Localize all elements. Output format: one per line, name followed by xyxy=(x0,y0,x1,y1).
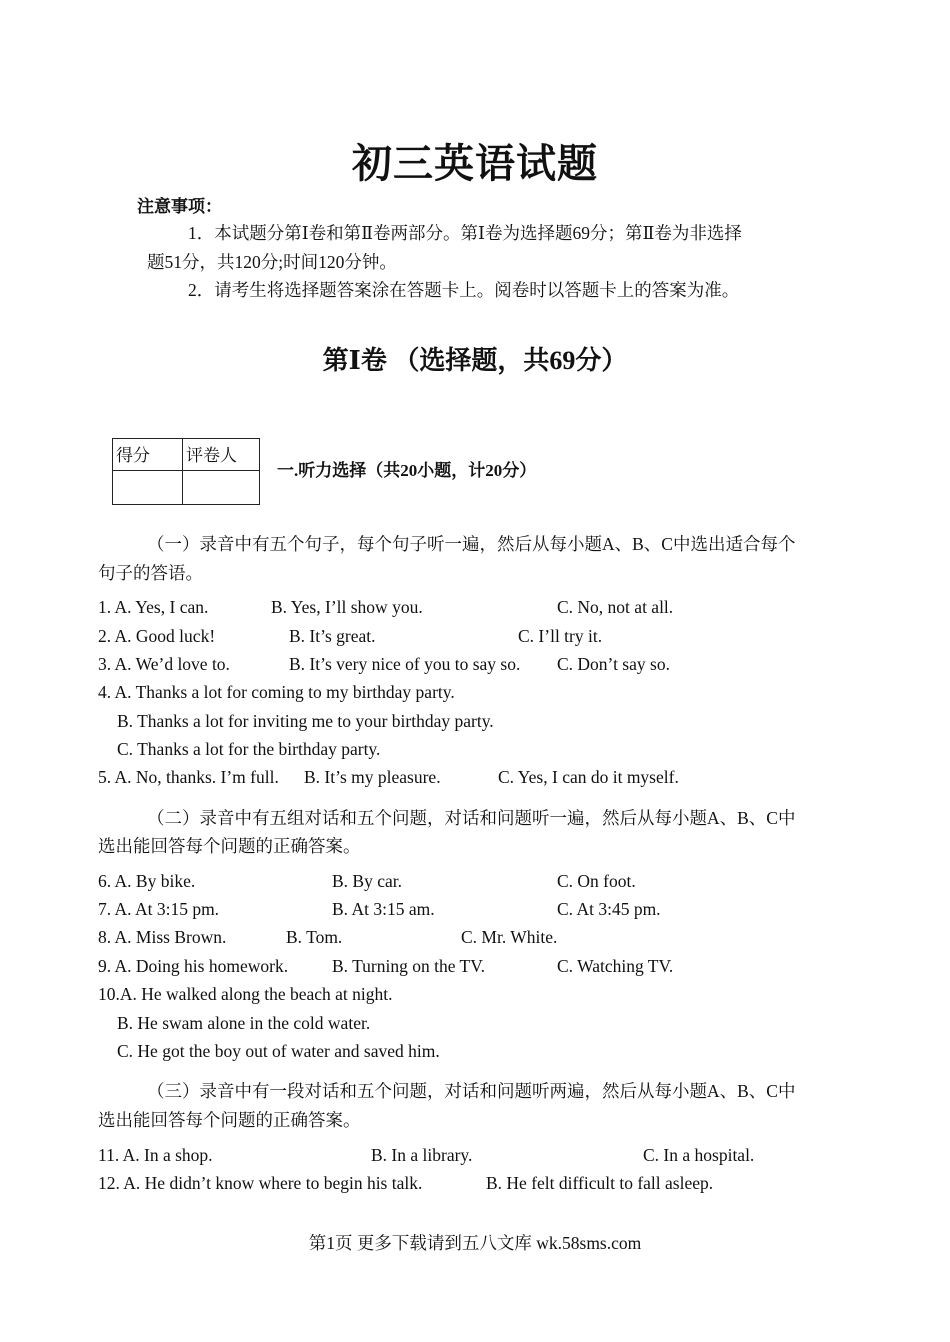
q5-option-a: 5. A. No, thanks. I’m full. xyxy=(98,767,279,787)
page-footer: 第1页 更多下载请到五八文库 wk.58sms.com xyxy=(308,1233,642,1253)
q7-option-a: 7. A. At 3:15 pm. xyxy=(98,899,220,919)
q8-option-b: B. Tom. xyxy=(286,927,343,947)
page-title: 初三英语试题 xyxy=(352,141,598,186)
q11-option-c: C. In a hospital. xyxy=(643,1145,755,1165)
score-header: 得分 xyxy=(113,439,183,471)
section-1-title: 第Ⅰ卷 （选择题，共69分） xyxy=(322,346,628,375)
instruction-3-line-2: 选出能回答每个问题的正确答案。 xyxy=(98,1110,361,1130)
q8-option-c: C. Mr. White. xyxy=(461,927,558,947)
notice-item-1-line-2: 题51分，共120分;时间120分钟。 xyxy=(147,252,397,272)
q4-option-c: C. Thanks a lot for the birthday party. xyxy=(117,739,381,759)
q7-option-b: B. At 3:15 am. xyxy=(332,899,435,919)
q11-option-b: B. In a library. xyxy=(371,1145,473,1165)
q6-option-c: C. On foot. xyxy=(557,871,636,891)
part-1-title: 一.听力选择（共20小题，计20分） xyxy=(277,461,537,480)
q7-option-c: C. At 3:45 pm. xyxy=(557,899,661,919)
instruction-2-line-1: （二）录音中有五组对话和五个问题，对话和问题听一遍，然后从每小题A、B、C中 xyxy=(147,808,796,828)
q3-option-b: B. It’s very nice of you to say so. xyxy=(289,654,521,674)
q8-option-a: 8. A. Miss Brown. xyxy=(98,927,227,947)
q2-option-c: C. I’ll try it. xyxy=(518,626,603,646)
q12-option-a: 12. A. He didn’t know where to begin his talk. xyxy=(98,1173,423,1193)
q5-option-c: C. Yes, I can do it myself. xyxy=(498,767,679,787)
notice-item-2: 2．请考生将选择题答案涂在答题卡上。阅卷时以答题卡上的答案为准。 xyxy=(188,280,740,300)
q12-option-b: B. He felt difficult to fall asleep. xyxy=(486,1173,714,1193)
score-cell xyxy=(113,471,183,505)
notice-item-1-line-1: 1．本试题分第Ⅰ卷和第Ⅱ卷两部分。第Ⅰ卷为选择题69分；第Ⅱ卷为非选择 xyxy=(188,223,742,243)
q2-option-b: B. It’s great. xyxy=(289,626,376,646)
q4-option-b: B. Thanks a lot for inviting me to your birthday party. xyxy=(117,711,494,731)
instruction-3-line-1: （三）录音中有一段对话和五个问题，对话和问题听两遍，然后从每小题A、B、C中 xyxy=(147,1081,796,1101)
q10-option-c: C. He got the boy out of water and saved him. xyxy=(117,1041,440,1061)
q10-option-b: B. He swam alone in the cold water. xyxy=(117,1013,371,1033)
q1-option-c: C. No, not at all. xyxy=(557,597,674,617)
score-table xyxy=(112,438,260,505)
q9-option-a: 9. A. Doing his homework. xyxy=(98,956,289,976)
q3-option-c: C. Don’t say so. xyxy=(557,654,670,674)
q6-option-a: 6. A. By bike. xyxy=(98,871,196,891)
q11-option-a: 11. A. In a shop. xyxy=(98,1145,213,1165)
grader-cell xyxy=(183,471,260,505)
q9-option-b: B. Turning on the TV. xyxy=(332,956,486,976)
q5-option-b: B. It’s my pleasure. xyxy=(304,767,441,787)
notice-heading: 注意事项： xyxy=(137,197,222,216)
q2-option-a: 2. A. Good luck! xyxy=(98,626,216,646)
q6-option-b: B. By car. xyxy=(332,871,402,891)
q4-option-a: 4. A. Thanks a lot for coming to my birthday party. xyxy=(98,682,455,702)
q9-option-c: C. Watching TV. xyxy=(557,956,674,976)
q1-option-b: B. Yes, I’ll show you. xyxy=(271,597,423,617)
q10-option-a: 10.A. He walked along the beach at night. xyxy=(98,984,393,1004)
q3-option-a: 3. A. We’d love to. xyxy=(98,654,230,674)
grader-header: 评卷人 xyxy=(183,439,260,471)
q1-option-a: 1. A. Yes, I can. xyxy=(98,597,209,617)
instruction-1-line-1: （一）录音中有五个句子，每个句子听一遍，然后从每小题A、B、C中选出适合每个 xyxy=(147,534,796,554)
instruction-2-line-2: 选出能回答每个问题的正确答案。 xyxy=(98,836,361,856)
instruction-1-line-2: 句子的答语。 xyxy=(98,563,203,583)
